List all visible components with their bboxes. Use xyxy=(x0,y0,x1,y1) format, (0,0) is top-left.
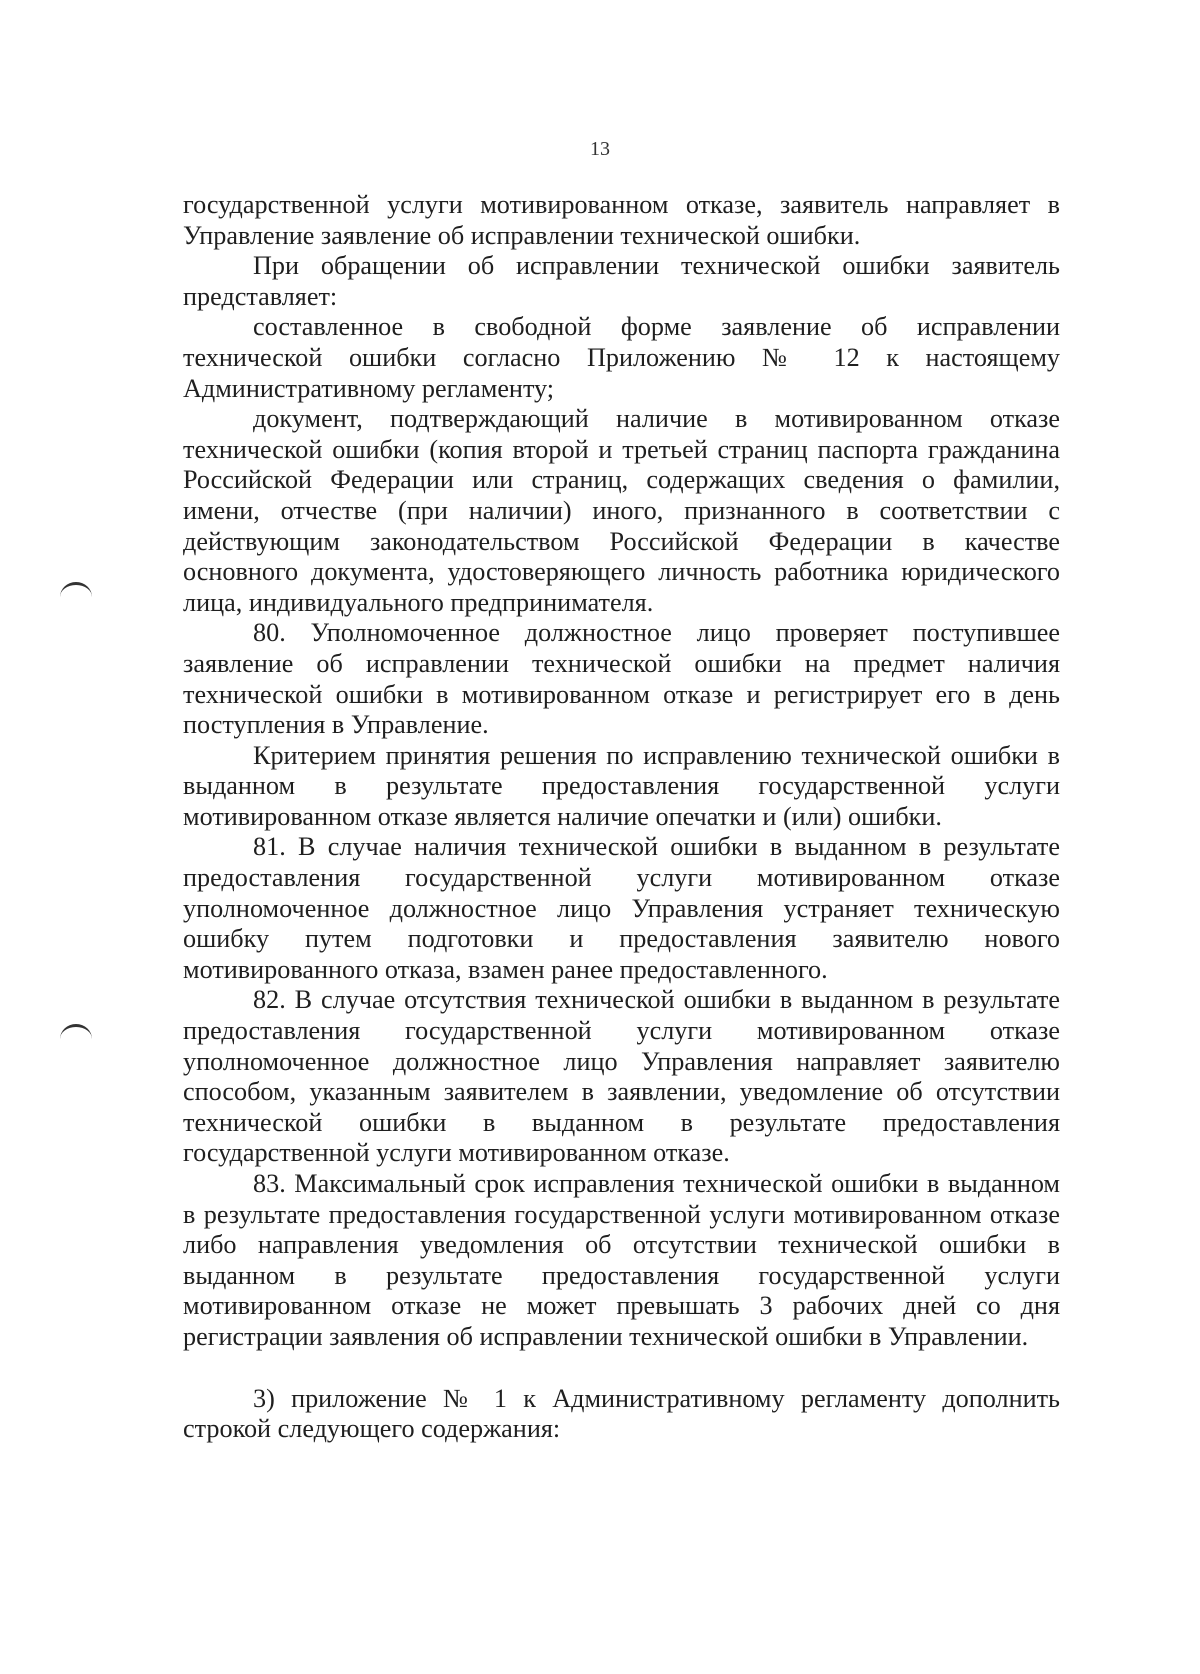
paragraph-82: 82. В случае отсутствия технической ошибки в выданном в результате предоставления государственной услуги мотивированном отказе уполномоченное должностное лицо Управления направляет заявителю способом, указанным заявителем в заявлении, уведомление об отсутствии технической ошибки в выданном в результате предоставления государственной услуги мотивированном отказе. xyxy=(183,985,1060,1168)
paragraph-continuation: государственной услуги мотивированном отказе, заявитель направляет в Управление заявление об исправлении технической ошибки. xyxy=(183,190,1060,250)
document-body xyxy=(183,190,1060,1445)
paragraph-80: 80. Уполномоченное должностное лицо проверяет поступившее заявление об исправлении технической ошибки на предмет наличия технической ошибки в мотивированном отказе и регистрирует его в день поступления в Управление. xyxy=(183,618,1060,740)
paragraph-spacer xyxy=(183,1353,1060,1384)
paragraph-supporting-document: документ, подтверждающий наличие в мотивированном отказе технической ошибки (копия второй и третьей страниц паспорта гражданина Российской Федерации или страниц, содержащих сведения о фамилии, имени, отчестве (при наличии) иного, признанного в соответствии с действующим законодательством Российской Федерации в качестве основного документа, удостоверяющего личность работника юридического лица, индивидуального предпринимателя. xyxy=(183,404,1060,617)
paragraph-83: 83. Максимальный срок исправления технической ошибки в выданном в результате предоставления государственной услуги мотивированном отказе либо направления уведомления об отсутствии технической ошибки в выданном в результате предоставления государственной услуги мотивированном отказе не может превышать 3 рабочих дней со дня регистрации заявления об исправлении технической ошибки в Управлении. xyxy=(183,1169,1060,1351)
paragraph-applicant-submits: При обращении об исправлении технической ошибки заявитель представляет: xyxy=(183,251,1060,311)
page-number: 13 xyxy=(590,138,610,160)
paragraph-criterion: Критерием принятия решения по исправлению технической ошибки в выданном в результате предоставления государственной услуги мотивированном отказе является наличие опечатки и (или) ошибки. xyxy=(183,740,1060,831)
paragraph-application-form: составленное в свободной форме заявление об исправлении технической ошибки согласно Приложению № 12 к настоящему Административному регламенту; xyxy=(183,312,1060,403)
paragraph-81: 81. В случае наличия технической ошибки в выданном в результате предоставления государственной услуги мотивированном отказе уполномоченное должностное лицо Управления устраняет техническую ошибку путем подготовки и предоставления заявителю нового мотивированного отказа, взамен ранее предоставленного. xyxy=(183,832,1060,984)
paragraph-appendix-amendment: 3) приложение № 1 к Административному регламенту дополнить строкой следующего содержания: xyxy=(183,1383,1060,1444)
margin-bracket-mark xyxy=(60,582,92,597)
margin-bracket-mark xyxy=(60,1024,92,1039)
